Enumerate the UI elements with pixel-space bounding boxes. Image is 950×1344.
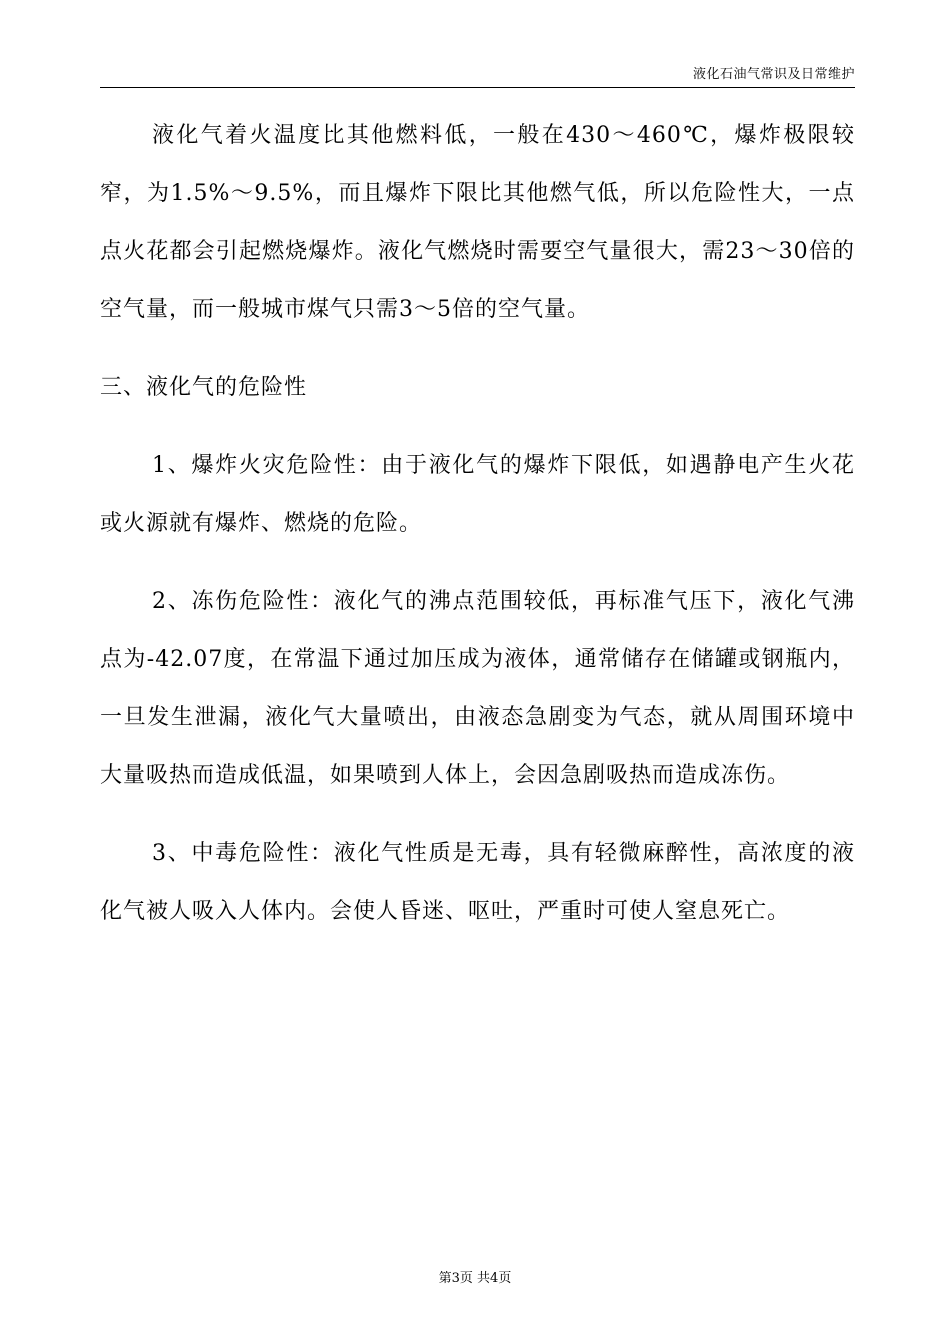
document-body (100, 107, 855, 941)
paragraph-explosion-hazard: 1、爆炸火灾危险性：由于液化气的爆炸下限低，如遇静电产生火花或火源就有爆炸、燃烧的危险。 (100, 453, 855, 536)
paragraph-frostbite-hazard: 2、冻伤危险性：液化气的沸点范围较低，再标准气压下，液化气沸点为-42.07度，在常温下通过加压成为液体，通常储存在储罐或钢瓶内，一旦发生泄漏，液化气大量喷出，由液态急剧变为气态，就从周围环境中大量吸热而造成低温，如果喷到人体上，会因急剧吸热而造成冻伤。 (100, 589, 855, 788)
running-header: 液化石油气常识及日常维护 (692, 67, 855, 82)
header-divider (100, 87, 855, 88)
section-heading-hazards: 三、液化气的危险性 (100, 375, 308, 400)
paragraph-flammability: 液化气着火温度比其他燃料低，一般在430～460℃，爆炸极限较窄，为1.5%～9.5%，而且爆炸下限比其他燃气低，所以危险性大，一点点火花都会引起燃烧爆炸。液化气燃烧时需要空气量很大，需23～30倍的空气量，而一般城市煤气只需3～5倍的空气量。 (100, 123, 855, 322)
page-number: 第3页 共4页 (438, 1271, 512, 1286)
paragraph-poisoning-hazard: 3、中毒危险性：液化气性质是无毒，具有轻微麻醉性，高浓度的液化气被人吸入人体内。会使人昏迷、呕吐，严重时可使人窒息死亡。 (100, 841, 855, 924)
